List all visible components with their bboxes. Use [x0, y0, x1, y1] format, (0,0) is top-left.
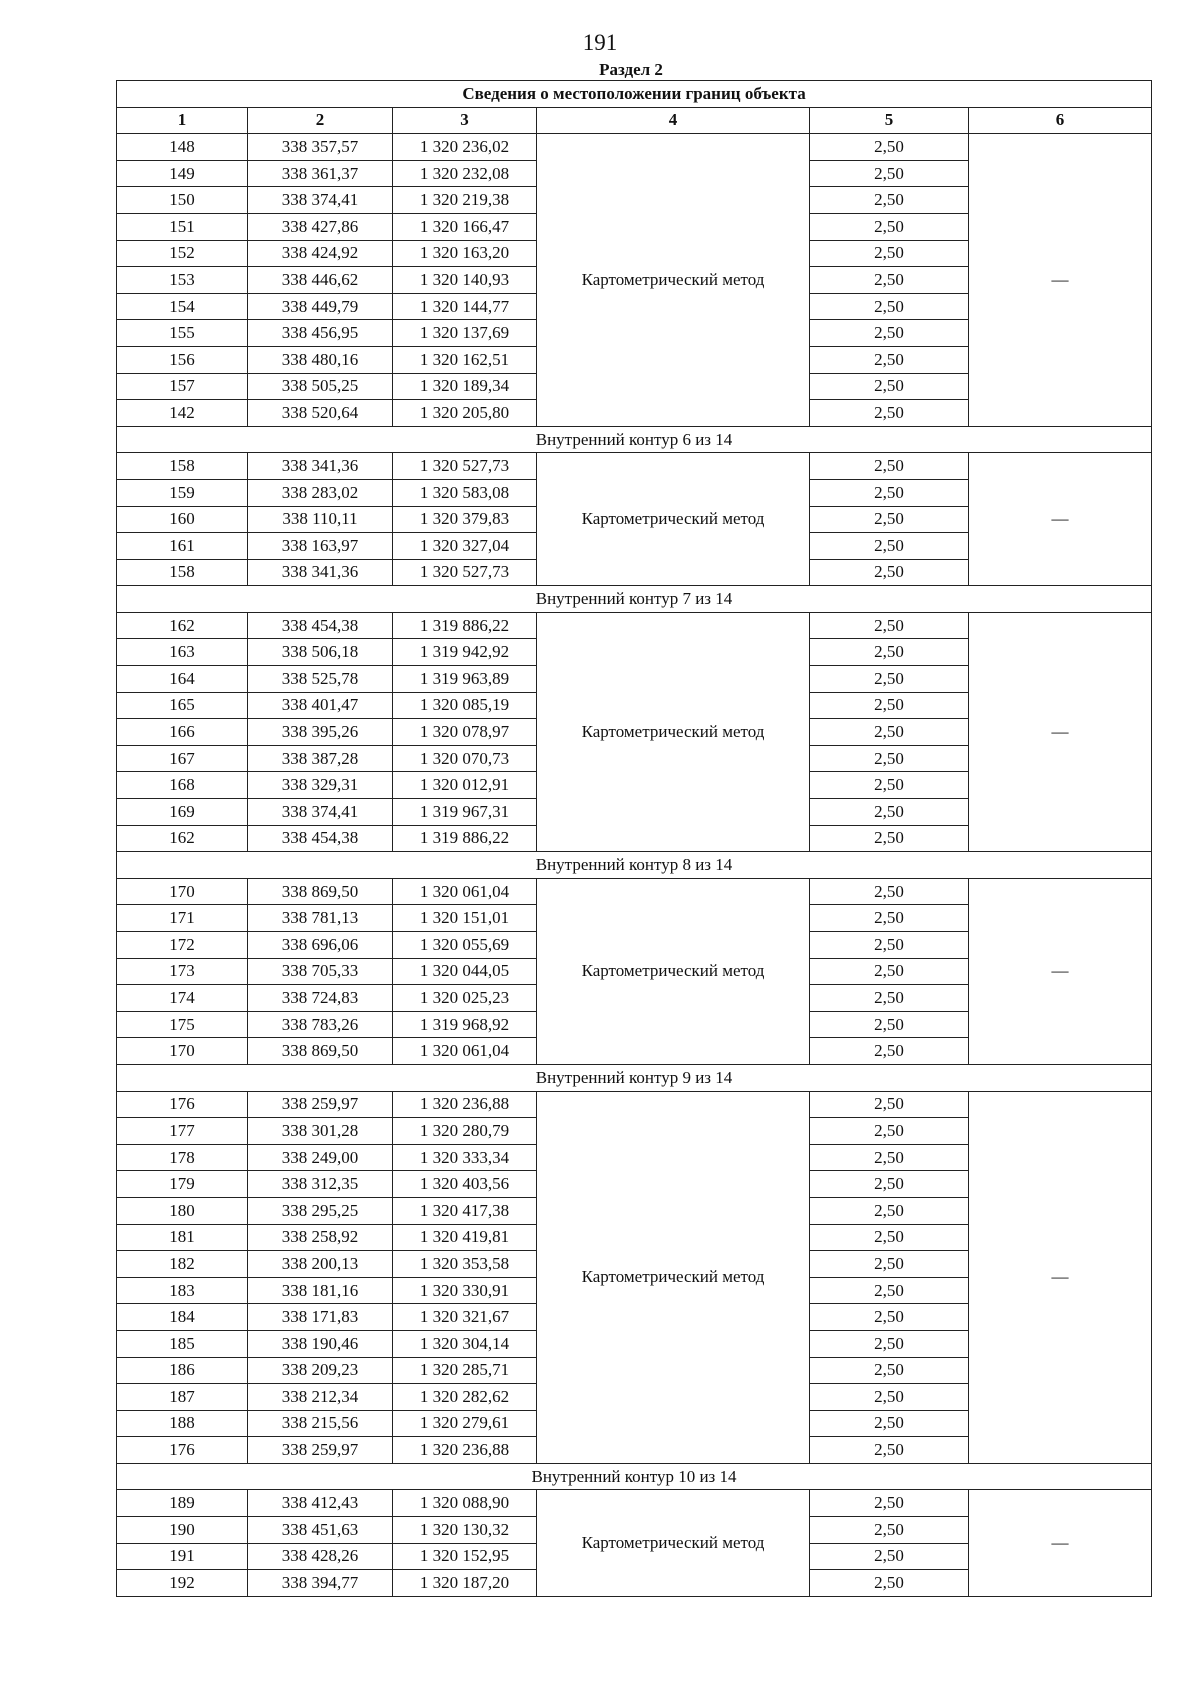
x-coordinate-cell: 338 781,13 — [248, 905, 393, 932]
x-coordinate-cell: 338 428,26 — [248, 1543, 393, 1570]
y-coordinate-cell: 1 320 151,01 — [393, 905, 537, 932]
point-number-cell: 185 — [117, 1330, 248, 1357]
column-6-cell: — — [969, 134, 1152, 427]
y-coordinate-cell: 1 320 417,38 — [393, 1197, 537, 1224]
accuracy-cell: 2,50 — [810, 453, 969, 480]
accuracy-cell: 2,50 — [810, 799, 969, 826]
y-coordinate-cell: 1 320 403,56 — [393, 1171, 537, 1198]
contour-label: Внутренний контур 6 из 14 — [117, 426, 1152, 453]
x-coordinate-cell: 338 505,25 — [248, 373, 393, 400]
method-cell: Картометрический метод — [537, 612, 810, 851]
x-coordinate-cell: 338 449,79 — [248, 293, 393, 320]
point-number-cell: 180 — [117, 1197, 248, 1224]
point-number-cell: 168 — [117, 772, 248, 799]
point-number-cell: 190 — [117, 1517, 248, 1544]
x-coordinate-cell: 338 454,38 — [248, 612, 393, 639]
point-number-cell: 165 — [117, 692, 248, 719]
x-coordinate-cell: 338 190,46 — [248, 1330, 393, 1357]
accuracy-cell: 2,50 — [810, 1517, 969, 1544]
point-number-cell: 153 — [117, 267, 248, 294]
point-number-cell: 161 — [117, 533, 248, 560]
table-row — [117, 878, 1152, 905]
x-coordinate-cell: 338 869,50 — [248, 878, 393, 905]
point-number-cell: 187 — [117, 1384, 248, 1411]
x-coordinate-cell: 338 259,97 — [248, 1437, 393, 1464]
y-coordinate-cell: 1 320 527,73 — [393, 453, 537, 480]
page-number: 191 — [582, 30, 618, 55]
y-coordinate-cell: 1 320 189,34 — [393, 373, 537, 400]
point-number-cell: 182 — [117, 1251, 248, 1278]
x-coordinate-cell: 338 387,28 — [248, 745, 393, 772]
accuracy-cell: 2,50 — [810, 639, 969, 666]
accuracy-cell: 2,50 — [810, 1038, 969, 1065]
x-coordinate-cell: 338 456,95 — [248, 320, 393, 347]
accuracy-cell: 2,50 — [810, 1171, 969, 1198]
column-6-cell: — — [969, 1490, 1152, 1596]
x-coordinate-cell: 338 283,02 — [248, 479, 393, 506]
y-coordinate-cell: 1 320 012,91 — [393, 772, 537, 799]
column-header-4: 4 — [537, 107, 810, 134]
accuracy-cell: 2,50 — [810, 1543, 969, 1570]
point-number-cell: 179 — [117, 1171, 248, 1198]
accuracy-cell: 2,50 — [810, 958, 969, 985]
y-coordinate-cell: 1 320 205,80 — [393, 400, 537, 427]
y-coordinate-cell: 1 320 162,51 — [393, 346, 537, 373]
point-number-cell: 150 — [117, 187, 248, 214]
x-coordinate-cell: 338 401,47 — [248, 692, 393, 719]
contour-label: Внутренний контур 7 из 14 — [117, 586, 1152, 613]
accuracy-cell: 2,50 — [810, 1357, 969, 1384]
accuracy-cell: 2,50 — [810, 373, 969, 400]
x-coordinate-cell: 338 341,36 — [248, 559, 393, 586]
x-coordinate-cell: 338 312,35 — [248, 1171, 393, 1198]
x-coordinate-cell: 338 783,26 — [248, 1011, 393, 1038]
table-row — [117, 1490, 1152, 1517]
x-coordinate-cell: 338 394,77 — [248, 1570, 393, 1597]
point-number-cell: 172 — [117, 932, 248, 959]
point-number-cell: 149 — [117, 160, 248, 187]
accuracy-cell: 2,50 — [810, 745, 969, 772]
contour-label: Внутренний контур 8 из 14 — [117, 852, 1152, 879]
accuracy-cell: 2,50 — [810, 612, 969, 639]
accuracy-cell: 2,50 — [810, 1490, 969, 1517]
method-cell: Картометрический метод — [537, 453, 810, 586]
accuracy-cell: 2,50 — [810, 1437, 969, 1464]
point-number-cell: 160 — [117, 506, 248, 533]
y-coordinate-cell: 1 319 963,89 — [393, 666, 537, 693]
y-coordinate-cell: 1 320 163,20 — [393, 240, 537, 267]
boundary-table — [116, 80, 1152, 1597]
contour-label: Внутренний контур 10 из 14 — [117, 1463, 1152, 1490]
accuracy-cell: 2,50 — [810, 932, 969, 959]
y-coordinate-cell: 1 320 061,04 — [393, 878, 537, 905]
accuracy-cell: 2,50 — [810, 160, 969, 187]
accuracy-cell: 2,50 — [810, 1144, 969, 1171]
accuracy-cell: 2,50 — [810, 400, 969, 427]
y-coordinate-cell: 1 319 968,92 — [393, 1011, 537, 1038]
method-cell: Картометрический метод — [537, 1490, 810, 1596]
accuracy-cell: 2,50 — [810, 1384, 969, 1411]
point-number-cell: 192 — [117, 1570, 248, 1597]
contour-header-row — [117, 586, 1152, 613]
y-coordinate-cell: 1 320 140,93 — [393, 267, 537, 294]
x-coordinate-cell: 338 525,78 — [248, 666, 393, 693]
point-number-cell: 151 — [117, 213, 248, 240]
x-coordinate-cell: 338 215,56 — [248, 1410, 393, 1437]
point-number-cell: 173 — [117, 958, 248, 985]
accuracy-cell: 2,50 — [810, 825, 969, 852]
point-number-cell: 170 — [117, 878, 248, 905]
x-coordinate-cell: 338 395,26 — [248, 719, 393, 746]
x-coordinate-cell: 338 249,00 — [248, 1144, 393, 1171]
column-header-2: 2 — [248, 107, 393, 134]
y-coordinate-cell: 1 320 078,97 — [393, 719, 537, 746]
accuracy-cell: 2,50 — [810, 878, 969, 905]
accuracy-cell: 2,50 — [810, 1011, 969, 1038]
x-coordinate-cell: 338 374,41 — [248, 799, 393, 826]
contour-header-row — [117, 1064, 1152, 1091]
x-coordinate-cell: 338 480,16 — [248, 346, 393, 373]
x-coordinate-cell: 338 451,63 — [248, 1517, 393, 1544]
y-coordinate-cell: 1 319 886,22 — [393, 612, 537, 639]
point-number-cell: 169 — [117, 799, 248, 826]
accuracy-cell: 2,50 — [810, 346, 969, 373]
y-coordinate-cell: 1 320 280,79 — [393, 1118, 537, 1145]
x-coordinate-cell: 338 506,18 — [248, 639, 393, 666]
x-coordinate-cell: 338 329,31 — [248, 772, 393, 799]
point-number-cell: 170 — [117, 1038, 248, 1065]
point-number-cell: 177 — [117, 1118, 248, 1145]
column-6-cell: — — [969, 878, 1152, 1064]
y-coordinate-cell: 1 320 044,05 — [393, 958, 537, 985]
x-coordinate-cell: 338 171,83 — [248, 1304, 393, 1331]
x-coordinate-cell: 338 424,92 — [248, 240, 393, 267]
point-number-cell: 158 — [117, 559, 248, 586]
y-coordinate-cell: 1 320 236,88 — [393, 1437, 537, 1464]
point-number-cell: 188 — [117, 1410, 248, 1437]
accuracy-cell: 2,50 — [810, 1330, 969, 1357]
y-coordinate-cell: 1 320 333,34 — [393, 1144, 537, 1171]
point-number-cell: 163 — [117, 639, 248, 666]
x-coordinate-cell: 338 446,62 — [248, 267, 393, 294]
y-coordinate-cell: 1 319 942,92 — [393, 639, 537, 666]
y-coordinate-cell: 1 320 327,04 — [393, 533, 537, 560]
column-header-5: 5 — [810, 107, 969, 134]
accuracy-cell: 2,50 — [810, 905, 969, 932]
point-number-cell: 152 — [117, 240, 248, 267]
point-number-cell: 174 — [117, 985, 248, 1012]
accuracy-cell: 2,50 — [810, 320, 969, 347]
y-coordinate-cell: 1 320 025,23 — [393, 985, 537, 1012]
point-number-cell: 162 — [117, 612, 248, 639]
accuracy-cell: 2,50 — [810, 772, 969, 799]
x-coordinate-cell: 338 869,50 — [248, 1038, 393, 1065]
y-coordinate-cell: 1 320 232,08 — [393, 160, 537, 187]
y-coordinate-cell: 1 320 137,69 — [393, 320, 537, 347]
x-coordinate-cell: 338 357,57 — [248, 134, 393, 161]
accuracy-cell: 2,50 — [810, 134, 969, 161]
accuracy-cell: 2,50 — [810, 1251, 969, 1278]
accuracy-cell: 2,50 — [810, 1197, 969, 1224]
accuracy-cell: 2,50 — [810, 1304, 969, 1331]
method-cell: Картометрический метод — [537, 134, 810, 427]
contour-label: Внутренний контур 9 из 14 — [117, 1064, 1152, 1091]
accuracy-cell: 2,50 — [810, 1224, 969, 1251]
x-coordinate-cell: 338 454,38 — [248, 825, 393, 852]
y-coordinate-cell: 1 320 085,19 — [393, 692, 537, 719]
y-coordinate-cell: 1 319 886,22 — [393, 825, 537, 852]
accuracy-cell: 2,50 — [810, 1570, 969, 1597]
column-header-6: 6 — [969, 107, 1152, 134]
accuracy-cell: 2,50 — [810, 240, 969, 267]
x-coordinate-cell: 338 301,28 — [248, 1118, 393, 1145]
y-coordinate-cell: 1 320 088,90 — [393, 1490, 537, 1517]
accuracy-cell: 2,50 — [810, 1410, 969, 1437]
table-body — [117, 134, 1152, 1597]
y-coordinate-cell: 1 320 219,38 — [393, 187, 537, 214]
contour-header-row — [117, 426, 1152, 453]
x-coordinate-cell: 338 427,86 — [248, 213, 393, 240]
x-coordinate-cell: 338 705,33 — [248, 958, 393, 985]
y-coordinate-cell: 1 320 419,81 — [393, 1224, 537, 1251]
y-coordinate-cell: 1 320 070,73 — [393, 745, 537, 772]
y-coordinate-cell: 1 320 527,73 — [393, 559, 537, 586]
point-number-cell: 157 — [117, 373, 248, 400]
x-coordinate-cell: 338 724,83 — [248, 985, 393, 1012]
x-coordinate-cell: 338 181,16 — [248, 1277, 393, 1304]
point-number-cell: 176 — [117, 1091, 248, 1118]
accuracy-cell: 2,50 — [810, 479, 969, 506]
point-number-cell: 171 — [117, 905, 248, 932]
point-number-cell: 184 — [117, 1304, 248, 1331]
x-coordinate-cell: 338 361,37 — [248, 160, 393, 187]
section-title: Раздел 2 — [599, 60, 663, 79]
x-coordinate-cell: 338 259,97 — [248, 1091, 393, 1118]
point-number-cell: 181 — [117, 1224, 248, 1251]
point-number-cell: 154 — [117, 293, 248, 320]
y-coordinate-cell: 1 320 152,95 — [393, 1543, 537, 1570]
accuracy-cell: 2,50 — [810, 187, 969, 214]
y-coordinate-cell: 1 320 166,47 — [393, 213, 537, 240]
contour-header-row — [117, 1463, 1152, 1490]
y-coordinate-cell: 1 320 279,61 — [393, 1410, 537, 1437]
y-coordinate-cell: 1 320 304,14 — [393, 1330, 537, 1357]
y-coordinate-cell: 1 320 282,62 — [393, 1384, 537, 1411]
x-coordinate-cell: 338 258,92 — [248, 1224, 393, 1251]
x-coordinate-cell: 338 209,23 — [248, 1357, 393, 1384]
y-coordinate-cell: 1 320 583,08 — [393, 479, 537, 506]
x-coordinate-cell: 338 520,64 — [248, 400, 393, 427]
table-row — [117, 134, 1152, 161]
x-coordinate-cell: 338 212,34 — [248, 1384, 393, 1411]
y-coordinate-cell: 1 320 130,32 — [393, 1517, 537, 1544]
y-coordinate-cell: 1 320 055,69 — [393, 932, 537, 959]
y-coordinate-cell: 1 320 236,02 — [393, 134, 537, 161]
y-coordinate-cell: 1 320 379,83 — [393, 506, 537, 533]
point-number-cell: 156 — [117, 346, 248, 373]
accuracy-cell: 2,50 — [810, 559, 969, 586]
accuracy-cell: 2,50 — [810, 213, 969, 240]
x-coordinate-cell: 338 412,43 — [248, 1490, 393, 1517]
point-number-cell: 148 — [117, 134, 248, 161]
accuracy-cell: 2,50 — [810, 666, 969, 693]
accuracy-cell: 2,50 — [810, 1277, 969, 1304]
table-row — [117, 1091, 1152, 1118]
y-coordinate-cell: 1 319 967,31 — [393, 799, 537, 826]
x-coordinate-cell: 338 341,36 — [248, 453, 393, 480]
accuracy-cell: 2,50 — [810, 692, 969, 719]
x-coordinate-cell: 338 696,06 — [248, 932, 393, 959]
accuracy-cell: 2,50 — [810, 533, 969, 560]
point-number-cell: 164 — [117, 666, 248, 693]
accuracy-cell: 2,50 — [810, 1091, 969, 1118]
point-number-cell: 176 — [117, 1437, 248, 1464]
column-6-cell: — — [969, 453, 1152, 586]
x-coordinate-cell: 338 374,41 — [248, 187, 393, 214]
point-number-cell: 191 — [117, 1543, 248, 1570]
y-coordinate-cell: 1 320 285,71 — [393, 1357, 537, 1384]
point-number-cell: 162 — [117, 825, 248, 852]
point-number-cell: 186 — [117, 1357, 248, 1384]
point-number-cell: 158 — [117, 453, 248, 480]
column-6-cell: — — [969, 612, 1152, 851]
column-6-cell: — — [969, 1091, 1152, 1463]
point-number-cell: 183 — [117, 1277, 248, 1304]
point-number-cell: 178 — [117, 1144, 248, 1171]
table-row — [117, 453, 1152, 480]
accuracy-cell: 2,50 — [810, 293, 969, 320]
y-coordinate-cell: 1 320 187,20 — [393, 1570, 537, 1597]
x-coordinate-cell: 338 163,97 — [248, 533, 393, 560]
column-header-1: 1 — [117, 107, 248, 134]
column-header-3: 3 — [393, 107, 537, 134]
point-number-cell: 155 — [117, 320, 248, 347]
contour-header-row — [117, 852, 1152, 879]
y-coordinate-cell: 1 320 321,67 — [393, 1304, 537, 1331]
method-cell: Картометрический метод — [537, 1091, 810, 1463]
accuracy-cell: 2,50 — [810, 506, 969, 533]
x-coordinate-cell: 338 200,13 — [248, 1251, 393, 1278]
y-coordinate-cell: 1 320 061,04 — [393, 1038, 537, 1065]
point-number-cell: 167 — [117, 745, 248, 772]
x-coordinate-cell: 338 110,11 — [248, 506, 393, 533]
accuracy-cell: 2,50 — [810, 985, 969, 1012]
y-coordinate-cell: 1 320 236,88 — [393, 1091, 537, 1118]
point-number-cell: 175 — [117, 1011, 248, 1038]
x-coordinate-cell: 338 295,25 — [248, 1197, 393, 1224]
table-row — [117, 612, 1152, 639]
point-number-cell: 189 — [117, 1490, 248, 1517]
y-coordinate-cell: 1 320 330,91 — [393, 1277, 537, 1304]
accuracy-cell: 2,50 — [810, 719, 969, 746]
table-title: Сведения о местоположении границ объекта — [117, 81, 1152, 108]
point-number-cell: 159 — [117, 479, 248, 506]
accuracy-cell: 2,50 — [810, 267, 969, 294]
y-coordinate-cell: 1 320 144,77 — [393, 293, 537, 320]
point-number-cell: 166 — [117, 719, 248, 746]
accuracy-cell: 2,50 — [810, 1118, 969, 1145]
method-cell: Картометрический метод — [537, 878, 810, 1064]
point-number-cell: 142 — [117, 400, 248, 427]
y-coordinate-cell: 1 320 353,58 — [393, 1251, 537, 1278]
